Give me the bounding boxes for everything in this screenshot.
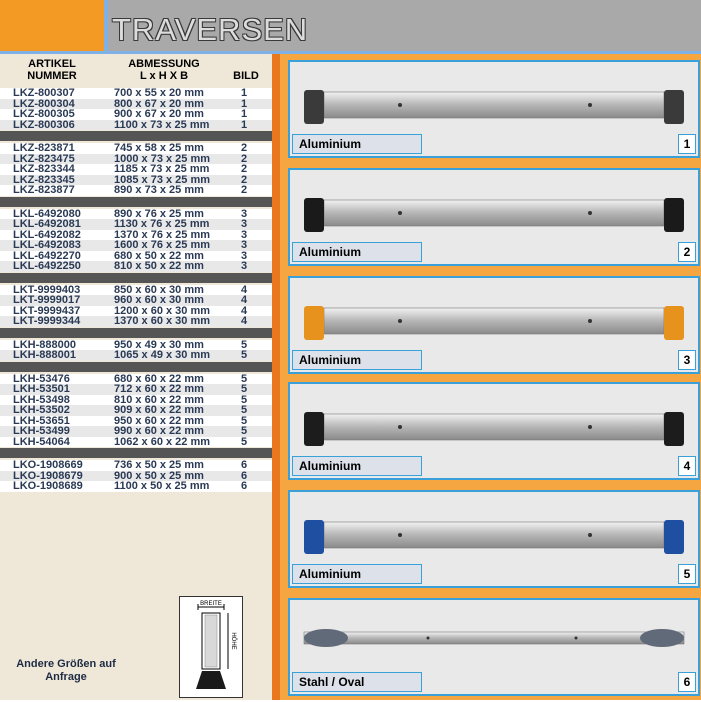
- cell-bild: 2: [240, 184, 248, 196]
- product-image-5: [288, 490, 700, 588]
- cell-bild: 1: [240, 97, 248, 110]
- product-image-3: [288, 276, 700, 374]
- cell-abmessung: 1600 x 76 x 25 mm: [114, 239, 211, 251]
- image-number: 4: [678, 456, 696, 476]
- table-row: [0, 481, 272, 492]
- cell-artikel: LKL-6492080: [13, 207, 81, 220]
- table-row: [0, 261, 272, 272]
- table-row: [0, 384, 272, 395]
- cell-bild: 3: [240, 228, 248, 241]
- cell-artikel: LKH-53476: [13, 372, 70, 385]
- cell-abmessung: 680 x 50 x 22 mm: [114, 249, 204, 262]
- image-number: 6: [678, 672, 696, 692]
- cell-artikel: LKZ-823344: [13, 163, 75, 175]
- cell-abmessung: 680 x 60 x 22 mm: [114, 372, 204, 385]
- cell-abmessung: 1370 x 60 x 30 mm: [114, 315, 211, 327]
- cell-abmessung: 1085 x 73 x 25 mm: [114, 173, 211, 186]
- table-row: [0, 109, 272, 120]
- cell-artikel: LKT-9999437: [13, 304, 81, 317]
- cell-artikel: LKZ-800306: [13, 118, 75, 131]
- material-label: Aluminium: [292, 350, 422, 370]
- product-image-4: [288, 382, 700, 480]
- cell-bild: 6: [240, 459, 248, 471]
- cell-bild: 5: [240, 372, 248, 385]
- cell-artikel: LKT-9999344: [13, 315, 81, 327]
- cell-abmessung: 890 x 73 x 25 mm: [114, 184, 204, 196]
- cell-abmessung: 1185 x 73 x 25 mm: [114, 163, 210, 175]
- column-divider: [272, 54, 280, 700]
- cell-bild: 5: [240, 404, 248, 416]
- table-row: [0, 350, 272, 361]
- table-row: [0, 295, 272, 306]
- product-image-6: [288, 598, 700, 696]
- cell-artikel: LKZ-823871: [13, 142, 75, 154]
- product-image-1: [288, 60, 700, 158]
- header-nummer-label: NUMMER: [27, 70, 77, 82]
- header-bild: BILD: [233, 70, 259, 82]
- bar-body: [324, 522, 664, 548]
- cell-abmessung: 890 x 76 x 25 mm: [114, 207, 204, 220]
- cell-bild: 2: [240, 152, 248, 165]
- material-label: Aluminium: [292, 564, 422, 584]
- cell-bild: 3: [240, 207, 248, 220]
- bar-end-cap: [664, 412, 684, 446]
- table-row: [0, 460, 272, 471]
- dimension-diagram: [179, 596, 243, 698]
- cell-bild: 2: [240, 142, 248, 154]
- cell-abmessung: 900 x 67 x 20 mm: [114, 108, 204, 120]
- cell-abmessung: 950 x 60 x 22 mm: [114, 414, 204, 427]
- cell-bild: 4: [240, 304, 248, 317]
- cell-abmessung: 900 x 50 x 25 mm: [114, 469, 204, 482]
- cell-artikel: LKH-54064: [13, 435, 70, 448]
- cell-bild: 5: [240, 338, 248, 351]
- cell-abmessung: 736 x 50 x 25 mm: [114, 459, 204, 471]
- cell-bild: 3: [240, 249, 248, 262]
- cell-artikel: LKH-53499: [13, 425, 70, 437]
- cell-artikel: LKO-1908669: [13, 459, 83, 471]
- cell-abmessung: 1130 x 76 x 25 mm: [114, 218, 210, 230]
- material-label: Aluminium: [292, 242, 422, 262]
- bar-end-cap: [304, 520, 324, 554]
- header-artikel: [0, 58, 104, 82]
- bar-end-cap: [664, 306, 684, 340]
- table-row: [0, 240, 272, 251]
- image-number: 3: [678, 350, 696, 370]
- cell-bild: 4: [240, 315, 248, 327]
- cell-bild: 5: [240, 414, 248, 427]
- table-row: [0, 88, 272, 99]
- table-row: [0, 143, 272, 154]
- group-separator: [0, 328, 272, 338]
- title-divider: [104, 0, 108, 52]
- cell-artikel: LKT-9999017: [13, 294, 81, 306]
- cell-abmessung: 1100 x 50 x 25 mm: [114, 480, 210, 492]
- header-abmessung: [112, 58, 216, 82]
- cell-artikel: LKO-1908679: [13, 469, 83, 482]
- cell-artikel: LKZ-823345: [13, 173, 75, 186]
- cell-abmessung: 700 x 55 x 20 mm: [114, 87, 204, 99]
- cell-abmessung: 712 x 60 x 22 mm: [114, 383, 204, 395]
- cell-artikel: LKH-53651: [13, 414, 70, 427]
- table-row: [0, 316, 272, 327]
- bar-end-cap: [304, 90, 324, 124]
- table-row: [0, 437, 272, 448]
- cell-bild: 5: [240, 425, 248, 437]
- cell-abmessung: 1000 x 73 x 25 mm: [114, 152, 211, 165]
- bar-end-cap: [304, 629, 348, 647]
- page-title: TRAVERSEN: [112, 12, 309, 47]
- cell-artikel: LKL-6492082: [13, 228, 81, 241]
- cell-abmessung: 950 x 49 x 30 mm: [114, 338, 204, 351]
- cell-abmessung: 800 x 67 x 20 mm: [114, 97, 204, 110]
- cell-abmessung: 960 x 60 x 30 mm: [114, 294, 204, 306]
- header-artikel-label: ARTIKEL: [28, 58, 76, 70]
- cell-artikel: LKL-6492081: [13, 218, 81, 230]
- cell-bild: 3: [240, 218, 248, 230]
- cell-bild: 5: [240, 435, 248, 448]
- cell-abmessung: 745 x 58 x 25 mm: [114, 142, 204, 154]
- cell-bild: 4: [240, 294, 248, 306]
- cell-abmessung: 1100 x 73 x 25 mm: [114, 118, 210, 131]
- table-row: [0, 426, 272, 437]
- cell-bild: 6: [240, 480, 248, 492]
- cell-bild: 5: [240, 383, 248, 395]
- cell-bild: 4: [240, 283, 248, 296]
- image-number: 2: [678, 242, 696, 262]
- table-row: [0, 219, 272, 230]
- table-row: [0, 120, 272, 131]
- group-separator: [0, 362, 272, 372]
- diagram-breite-label: BREITE: [200, 601, 222, 607]
- cell-abmessung: 1065 x 49 x 30 mm: [114, 349, 211, 361]
- note-text: Andere Größen auf Anfrage: [16, 658, 116, 683]
- bar-end-cap: [304, 198, 324, 232]
- cell-artikel: LKZ-823877: [13, 184, 75, 196]
- cell-bild: 6: [240, 469, 248, 482]
- cell-abmessung: 990 x 60 x 22 mm: [114, 425, 204, 437]
- cell-artikel: LKO-1908689: [13, 480, 83, 492]
- cell-bild: 5: [240, 393, 248, 406]
- cell-bild: 1: [240, 118, 248, 131]
- corner-block: [0, 0, 104, 52]
- bar-end-cap: [304, 306, 324, 340]
- cell-abmessung: 850 x 60 x 30 mm: [114, 283, 204, 296]
- bar-body: [324, 414, 664, 440]
- bar-end-cap: [664, 90, 684, 124]
- bar-end-cap: [304, 412, 324, 446]
- cell-abmessung: 810 x 50 x 22 mm: [114, 260, 204, 272]
- group-separator: [0, 273, 272, 283]
- cell-bild: 3: [240, 239, 248, 251]
- cell-artikel: LKL-6492083: [13, 239, 81, 251]
- cell-artikel: LKH-53498: [13, 393, 70, 406]
- bar-end-cap: [664, 520, 684, 554]
- cell-artikel: LKZ-800305: [13, 108, 75, 120]
- cell-artikel: LKL-6492250: [13, 260, 81, 272]
- bar-body: [324, 92, 664, 118]
- bar-end-cap: [664, 198, 684, 232]
- product-image-2: [288, 168, 700, 266]
- material-label: Stahl / Oval: [292, 672, 422, 692]
- bar-body: [324, 200, 664, 226]
- material-label: Aluminium: [292, 456, 422, 476]
- bar-body: [304, 632, 684, 644]
- header-lhb-label: L x H X B: [139, 70, 189, 82]
- cell-artikel: LKZ-800304: [13, 97, 75, 110]
- cell-bild: 5: [240, 349, 248, 361]
- cell-abmessung: 810 x 60 x 22 mm: [114, 393, 204, 406]
- cell-abmessung: 1370 x 76 x 25 mm: [114, 228, 211, 241]
- cell-artikel: LKH-53502: [13, 404, 70, 416]
- cell-bild: 3: [240, 260, 248, 272]
- bar-end-cap: [640, 629, 684, 647]
- group-separator: [0, 448, 272, 458]
- table-row: [0, 164, 272, 175]
- cell-artikel: LKH-53501: [13, 383, 70, 395]
- diagram-hoehe-label: HÖHE: [230, 632, 236, 650]
- group-separator: [0, 197, 272, 207]
- cell-bild: 2: [240, 163, 248, 175]
- cell-bild: 1: [240, 108, 248, 120]
- image-number: 5: [678, 564, 696, 584]
- table-row: [0, 405, 272, 416]
- table-row: [0, 185, 272, 196]
- cell-artikel: LKT-9999403: [13, 283, 81, 296]
- cell-abmessung: 909 x 60 x 22 mm: [114, 404, 204, 416]
- bar-body: [324, 308, 664, 334]
- cell-bild: 2: [240, 173, 248, 186]
- cell-abmessung: 1062 x 60 x 22 mm: [114, 435, 211, 448]
- material-label: Aluminium: [292, 134, 422, 154]
- group-separator: [0, 131, 272, 141]
- cell-artikel: LKH-888001: [13, 349, 76, 361]
- image-number: 1: [678, 134, 696, 154]
- cell-bild: 1: [240, 87, 248, 99]
- cell-artikel: LKZ-800307: [13, 87, 75, 99]
- cell-artikel: LKZ-823475: [13, 152, 75, 165]
- cell-abmessung: 1200 x 60 x 30 mm: [114, 304, 211, 317]
- header-abmessung-label: ABMESSUNG: [128, 58, 200, 70]
- cell-artikel: LKL-6492270: [13, 249, 81, 262]
- cell-artikel: LKH-888000: [13, 338, 76, 351]
